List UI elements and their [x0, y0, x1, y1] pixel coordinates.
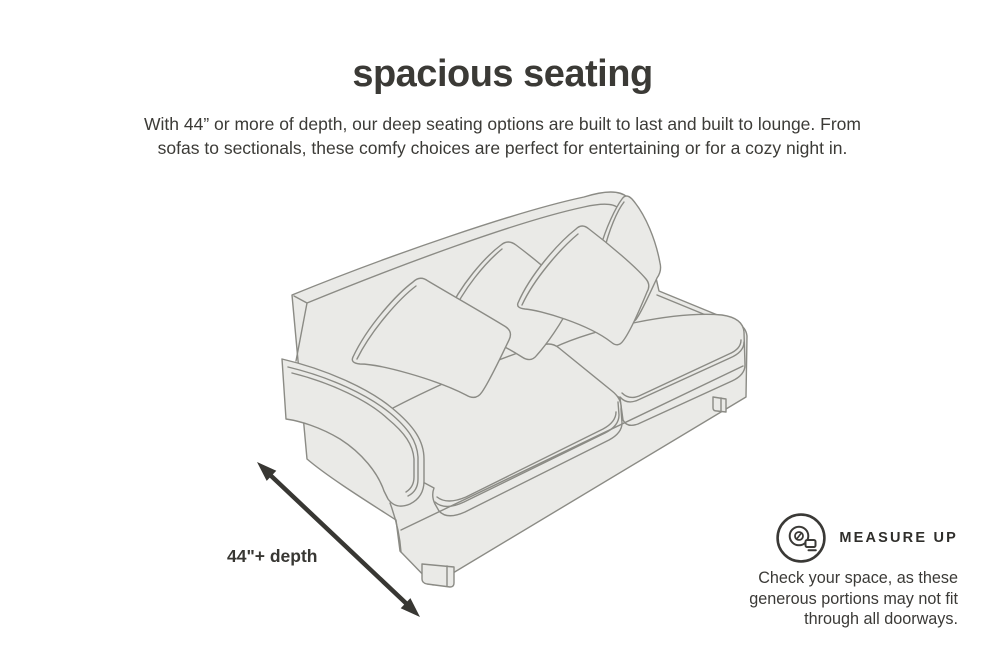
intro-text [0, 112, 1005, 160]
measure-up-note-line-2: generous portions may not fit [749, 589, 958, 608]
measure-up-note-line-3: through all doorways. [804, 610, 958, 628]
sofa-foot-right [713, 397, 726, 412]
measure-up-heading: MEASURE UP [839, 530, 958, 546]
measure-up-section [718, 512, 958, 630]
intro-line-2: sofas to sectionals, these comfy choices are perfect for entertaining or for a cozy night in. [157, 138, 848, 158]
measure-up-note [718, 568, 958, 630]
tape-measure-icon [775, 512, 827, 564]
depth-arrow [243, 445, 438, 640]
measure-up-note-line-1: Check your space, as these [758, 569, 958, 587]
measure-up-header [718, 512, 958, 564]
page-title: spacious seating [352, 53, 653, 95]
depth-dimension-label: 44"+ depth [227, 546, 318, 566]
intro-line-1: With 44” or more of depth, our deep seating options are built to last and built to lounge. From [144, 114, 861, 134]
